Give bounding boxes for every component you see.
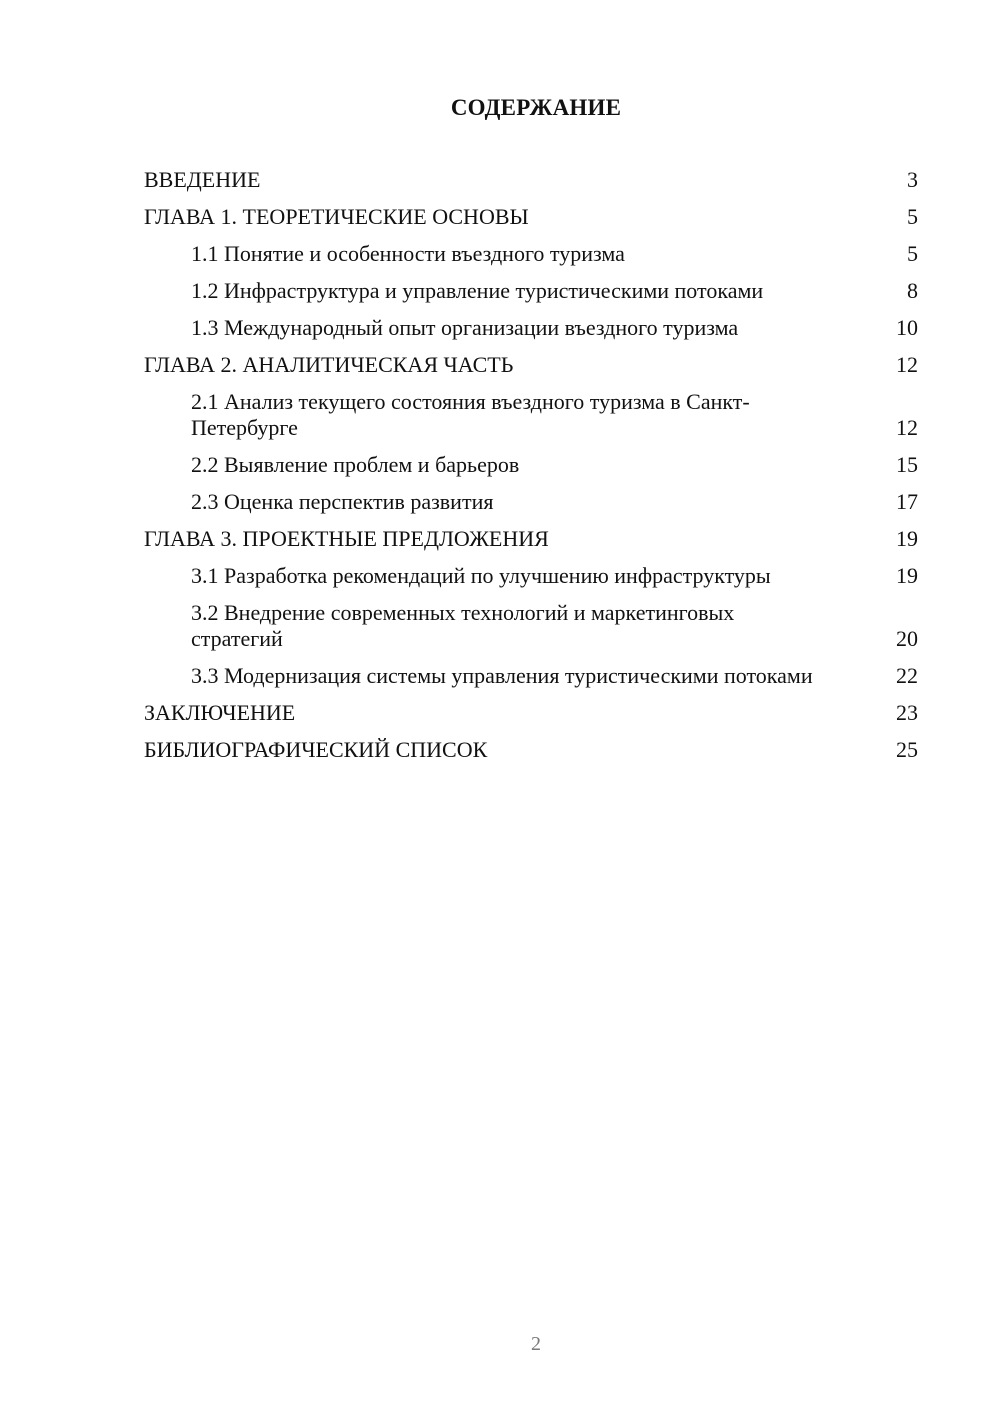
toc-entry-page: 19 — [896, 563, 918, 588]
toc-entry-section-3-3[interactable] — [144, 663, 918, 689]
toc-entry-text: 2.1 Анализ текущего состояния въездного туризма в Санкт-Петербурге — [191, 389, 750, 440]
toc-entry-text: 3.2 Внедрение современных технологий и маркетинговых стратегий — [191, 600, 735, 651]
toc-entry-conclusion[interactable] — [144, 700, 918, 726]
toc-entry-page: 10 — [896, 315, 918, 340]
toc-entry-section-2-2[interactable] — [144, 452, 918, 478]
toc-entry-text: 3.3 Модернизация системы управления туристическими потоками — [191, 663, 813, 688]
toc-entry-section-1-1[interactable] — [144, 241, 918, 267]
toc-entry-chapter-3[interactable] — [144, 526, 918, 552]
toc-entry-section-3-2[interactable] — [144, 600, 918, 652]
toc-entry-text: ЗАКЛЮЧЕНИЕ — [144, 700, 296, 725]
toc-entry-page: 23 — [896, 700, 918, 725]
toc-entry-section-1-3[interactable] — [144, 315, 918, 341]
toc-entry-page: 22 — [896, 663, 918, 688]
toc-entry-text: 3.1 Разработка рекомендаций по улучшению инфраструктуры — [191, 563, 771, 588]
toc-entry-text: 2.2 Выявление проблем и барьеров — [191, 452, 520, 477]
table-of-contents — [144, 167, 918, 774]
toc-entry-page: 8 — [907, 278, 918, 303]
toc-entry-introduction[interactable] — [144, 167, 918, 193]
toc-entry-text: ГЛАВА 3. ПРОЕКТНЫЕ ПРЕДЛОЖЕНИЯ — [144, 526, 549, 551]
toc-entry-page: 17 — [896, 489, 918, 514]
toc-entry-text: 1.3 Международный опыт организации въездного туризма — [191, 315, 739, 340]
page-title: СОДЕРЖАНИЕ — [450, 95, 622, 120]
toc-entry-page: 5 — [907, 204, 918, 229]
toc-entry-page: 3 — [907, 167, 918, 192]
toc-entry-text: 1.2 Инфраструктура и управление туристическими потоками — [191, 278, 764, 303]
toc-entry-page: 20 — [896, 626, 918, 651]
toc-entry-bibliography[interactable] — [144, 737, 918, 763]
toc-entry-text: ВВЕДЕНИЕ — [144, 167, 261, 192]
toc-entry-section-1-2[interactable] — [144, 278, 918, 304]
toc-entry-page: 12 — [896, 415, 918, 440]
toc-entry-section-2-3[interactable] — [144, 489, 918, 515]
toc-entry-text: 1.1 Понятие и особенности въездного туризма — [191, 241, 625, 266]
toc-entry-section-3-1[interactable] — [144, 563, 918, 589]
toc-entry-text: ГЛАВА 2. АНАЛИТИЧЕСКАЯ ЧАСТЬ — [144, 352, 514, 377]
toc-entry-text: 2.3 Оценка перспектив развития — [191, 489, 494, 514]
toc-entry-page: 12 — [896, 352, 918, 377]
toc-entry-page: 15 — [896, 452, 918, 477]
toc-entry-page: 5 — [907, 241, 918, 266]
toc-entry-page: 25 — [896, 737, 918, 762]
toc-entry-page: 19 — [896, 526, 918, 551]
toc-entry-text: БИБЛИОГРАФИЧЕСКИЙ СПИСОК — [144, 737, 488, 762]
toc-entry-chapter-2[interactable] — [144, 352, 918, 378]
toc-entry-section-2-1[interactable] — [144, 389, 918, 441]
page-number: 2 — [531, 1333, 541, 1355]
toc-entry-text: ГЛАВА 1. ТЕОРЕТИЧЕСКИЕ ОСНОВЫ — [144, 204, 529, 229]
toc-entry-chapter-1[interactable] — [144, 204, 918, 230]
